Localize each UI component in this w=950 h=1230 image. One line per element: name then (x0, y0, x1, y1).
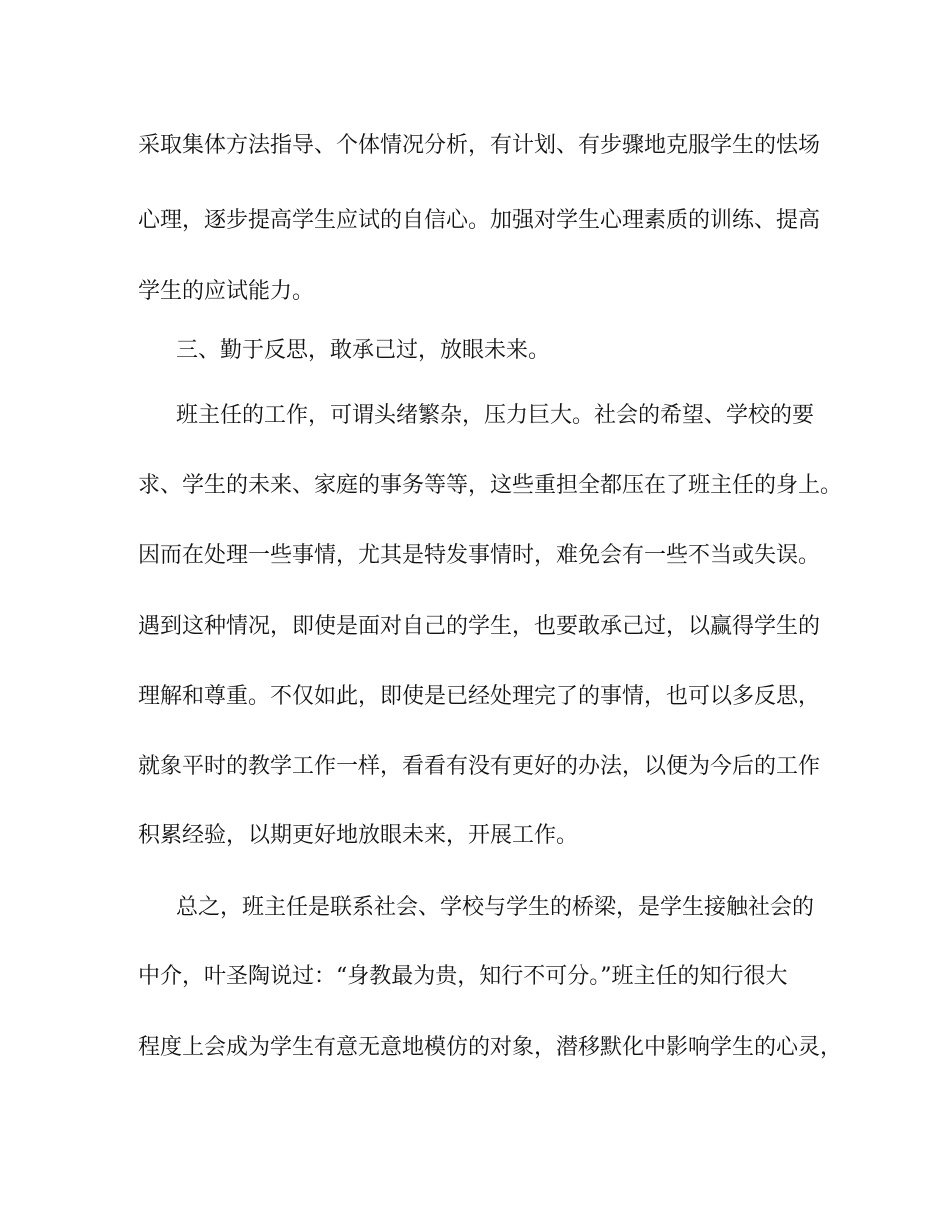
text-line-2: 心理，逐步提高学生应试的自信心。加强对学生心理素质的训练、提高 (138, 208, 821, 233)
text-line-14: 程度上会成为学生有意无意地模仿的对象，潜移默化中影响学生的心灵， (138, 1035, 843, 1060)
text-line-12: 总之，班主任是联系社会、学校与学生的桥梁，是学生接触社会的 (176, 895, 815, 920)
text-line-9: 理解和尊重。不仅如此，即使是已经处理完了的事情，也可以多反思， (138, 684, 821, 709)
text-line-1: 采取集体方法指导、个体情况分析，有计划、有步骤地克服学生的怯场 (138, 133, 821, 158)
text-line-8: 遇到这种情况，即使是面对自己的学生，也要敢承己过，以赢得学生的 (138, 614, 821, 639)
text-line-5: 班主任的工作，可谓头绪繁杂，压力巨大。社会的希望、学校的要 (176, 403, 815, 428)
text-line-11: 积累经验，以期更好地放眼未来，开展工作。 (138, 823, 579, 848)
text-line-13: 中介，叶圣陶说过：“身教最为贵，知行不可分。”班主任的知行很大 (138, 964, 788, 989)
text-line-7: 因而在处理一些事情，尤其是特发事情时，难免会有一些不当或失误。 (138, 543, 821, 568)
text-line-10: 就象平时的教学工作一样，看看有没有更好的办法，以便为今后的工作 (138, 754, 821, 779)
text-line-3: 学生的应试能力。 (138, 279, 315, 304)
section-heading: 三、勤于反思，敢承己过，放眼未来。 (176, 338, 551, 363)
text-line-6: 求、学生的未来、家庭的事务等等，这些重担全都压在了班主任的身上。 (138, 473, 843, 498)
